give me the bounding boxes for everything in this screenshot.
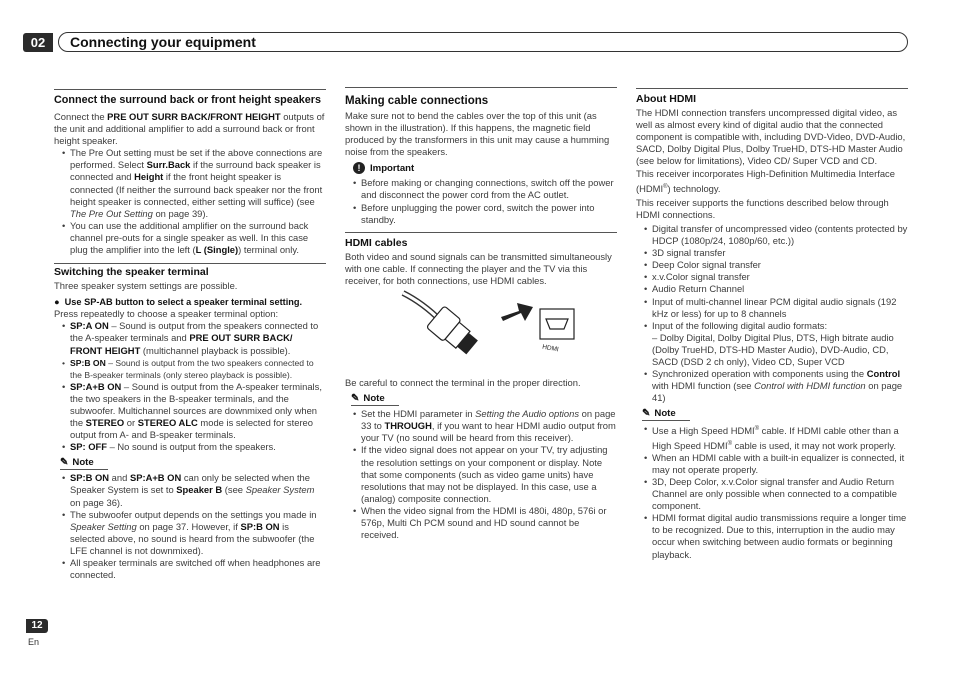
list-item: • 3D signal transfer [636, 247, 908, 259]
list-item: • Before making or changing connections, switch off the power and disconnect the power cord from the AC outlet. [345, 177, 617, 201]
list-item: • Input of multi-channel linear PCM digital audio signals (192 kHz or less) for up to 8 channels [636, 296, 908, 320]
section-heading-about-hdmi: About HDMI [636, 93, 697, 105]
list-item: • Synchronized operation with components using the Control with HDMI function (see Control with HDMI function on page 41) [636, 368, 908, 404]
section-rule [54, 263, 326, 264]
column-1 [54, 89, 326, 581]
chapter-number: 02 [23, 33, 53, 52]
hdmi-plug-diagram [345, 287, 617, 365]
note-list [636, 423, 908, 560]
list-item: • When an HDMI cable with a built-in equalizer is connected, it may not operate properly. [636, 452, 908, 476]
step-bullet-icon: ● [54, 297, 65, 308]
paragraph: Connect the PRE OUT SURR BACK/FRONT HEIGHT outputs of the unit and additional amplifier to add a surround back or front height speaker. [54, 111, 325, 147]
list-item: • SP: OFF – No sound is output from the speakers. [54, 441, 326, 453]
section-rule [636, 88, 908, 89]
section-rule [54, 89, 326, 90]
important-icon: ! [353, 162, 365, 174]
note-header: ✎ Note [351, 393, 399, 406]
section-rule [345, 232, 617, 233]
column-3 [636, 88, 908, 561]
list-item: • All speaker terminals are switched off when headphones are connected. [54, 557, 326, 581]
note-pencil-icon: ✎ [60, 457, 69, 469]
list-item: • x.v.Color signal transfer [636, 271, 908, 283]
list-item: • HDMI format digital audio transmissions require a longer time to be recognized. Due to this, interruption in the audio may occur when switching between audio formats or beginning playback. [636, 512, 908, 560]
paragraph: The HDMI connection transfers uncompressed digital video, as well as almost every kind of digital audio that the connected component is compatible with, including DVD-Video, DVD-Audio, SACD, Dolby Digital Plus, Dolby TrueHD, DTS-HD Master Audio (see below for limitations), Video CD/ Super VCD and CD. [636, 107, 906, 167]
list-item: • Before unplugging the power cord, switch the power into standby. [345, 202, 617, 226]
chapter-title: Connecting your equipment [70, 34, 256, 50]
note-header: ✎ Note [642, 408, 690, 421]
paragraph: This receiver supports the functions described below through HDMI connections. [636, 196, 889, 220]
list-item: • When the video signal from the HDMI is 480i, 480p, 576i or 576p, Multi Ch PCM sound and HD sound cannot be received. [345, 505, 617, 541]
paragraph: Make sure not to bend the cables over the top of this unit (as shown in the illustration). If this happens, the magnetic field produced by the transformers in this unit may cause a humming noise from the speakers. [345, 110, 610, 158]
step-instruction: ● Use SP-AB button to select a speaker terminal setting. [54, 297, 303, 308]
note-list [54, 472, 326, 581]
page-language: En [28, 637, 40, 647]
option-list [54, 320, 326, 453]
important-header: ! Important [353, 162, 617, 174]
list-item: • Set the HDMI parameter in Setting the Audio options on page 33 to THROUGH, if you want to hear HDMI audio output from your TV (no sound will be heard from this receiver). [345, 408, 617, 444]
paragraph: Both video and sound signals can be transmitted simultaneously with one cable. If connecting the player and the TV via this receiver, for both connections, use HDMI cables. [345, 250, 612, 286]
list-item: • 3D, Deep Color, x.v.Color signal transfer and Audio Return Channel are only possible when connected to a compatible component. [636, 476, 908, 512]
section-heading-hdmi-cables: HDMI cables [345, 236, 408, 249]
feature-list [636, 223, 908, 404]
section-heading-switching: Switching the speaker terminal [54, 266, 209, 279]
list-item: • SP:A+B ON – Sound is output from the A-speaker terminals, the two speakers in the B-speaker terminals, and the subwoofer. Multichannel sources are downmixed only when the STEREO or STEREO ALC mode is selected for stereo output from A- and B-speaker terminals. [54, 381, 326, 441]
hdmi-port-label: HDMI [541, 343, 560, 354]
column-2 [345, 87, 617, 541]
note-pencil-icon: ✎ [351, 393, 360, 405]
section-rule [345, 87, 617, 88]
list-item: • Use a High Speed HDMI® cable. If HDMI cable other than a High Speed HDMI® cable is used, it may not work properly. [636, 423, 908, 451]
note-pencil-icon: ✎ [642, 408, 651, 420]
paragraph: Three speaker system settings are possible. [54, 280, 238, 292]
list-item: • If the video signal does not appear on your TV, try adjusting the resolution settings on your component or display. Note that some components (such as video game units) have resolutions that may not be displayed. In this case, use a (analog) composite connection. [345, 444, 617, 504]
paragraph: Be careful to connect the terminal in the proper direction. [345, 377, 581, 389]
list-item: • SP:A ON – Sound is output from the speakers connected to the A-speaker terminals and PRE OUT SURR BACK/ FRONT HEIGHT (multichannel playback is possible). [54, 320, 326, 356]
important-list [345, 177, 617, 225]
list-item: • You can use the additional amplifier on the surround back channel pre-outs for a single speaker as well. In this case plug the amplifier into the left (L (Single)) terminal only. [54, 220, 326, 256]
hdmi-connector-illustration [345, 287, 617, 365]
list-item: • Digital transfer of uncompressed video (contents protected by HDCP (1080p/24, 1080p/60, etc.)) [636, 223, 908, 247]
section-heading-surround-back: Connect the surround back or front height speakers [54, 94, 321, 106]
list-item: • The subwoofer output depends on the settings you made in Speaker Setting on page 37. However, if SP:B ON is selected above, no sound is heard from the subwoofer (the LFE channel is not downmixed). [54, 509, 326, 557]
paragraph: Press repeatedly to choose a speaker terminal option: [54, 308, 279, 320]
paragraph: This receiver incorporates High-Definition Multimedia Interface (HDMI®) technology. [636, 168, 895, 194]
note-list [345, 408, 617, 541]
list-item: • Deep Color signal transfer [636, 259, 908, 271]
page-number: 12 [26, 619, 48, 633]
list-item: • SP:B ON – Sound is output from the two speakers connected to the B-speaker terminals (only stereo playback is possible). [54, 357, 326, 381]
bullet-list [54, 147, 326, 256]
list-item: • The Pre Out setting must be set if the above connections are performed. Select Surr.Back if the surround back speaker is connected and Height if the front height speaker is connected (If neither the surround back speaker nor the front height speaker is connected, either setting will suffice) (see The Pre Out Setting on page 39). [54, 147, 326, 220]
note-header: ✎ Note [60, 457, 108, 470]
list-item: • Audio Return Channel [636, 283, 908, 295]
list-item: • Input of the following digital audio formats: – Dolby Digital, Dolby Digital Plus, DTS, High bitrate audio (Dolby TrueHD, DTS-HD Master Audio), DVD-Audio, CD, SACD (DSD 2 ch only), Video CD, Super VCD [636, 320, 908, 368]
section-heading-cable-connections: Making cable connections [345, 95, 489, 107]
list-item: • SP:B ON and SP:A+B ON can only be selected when the Speaker System is set to Speaker B (see Speaker System on page 36). [54, 472, 326, 508]
